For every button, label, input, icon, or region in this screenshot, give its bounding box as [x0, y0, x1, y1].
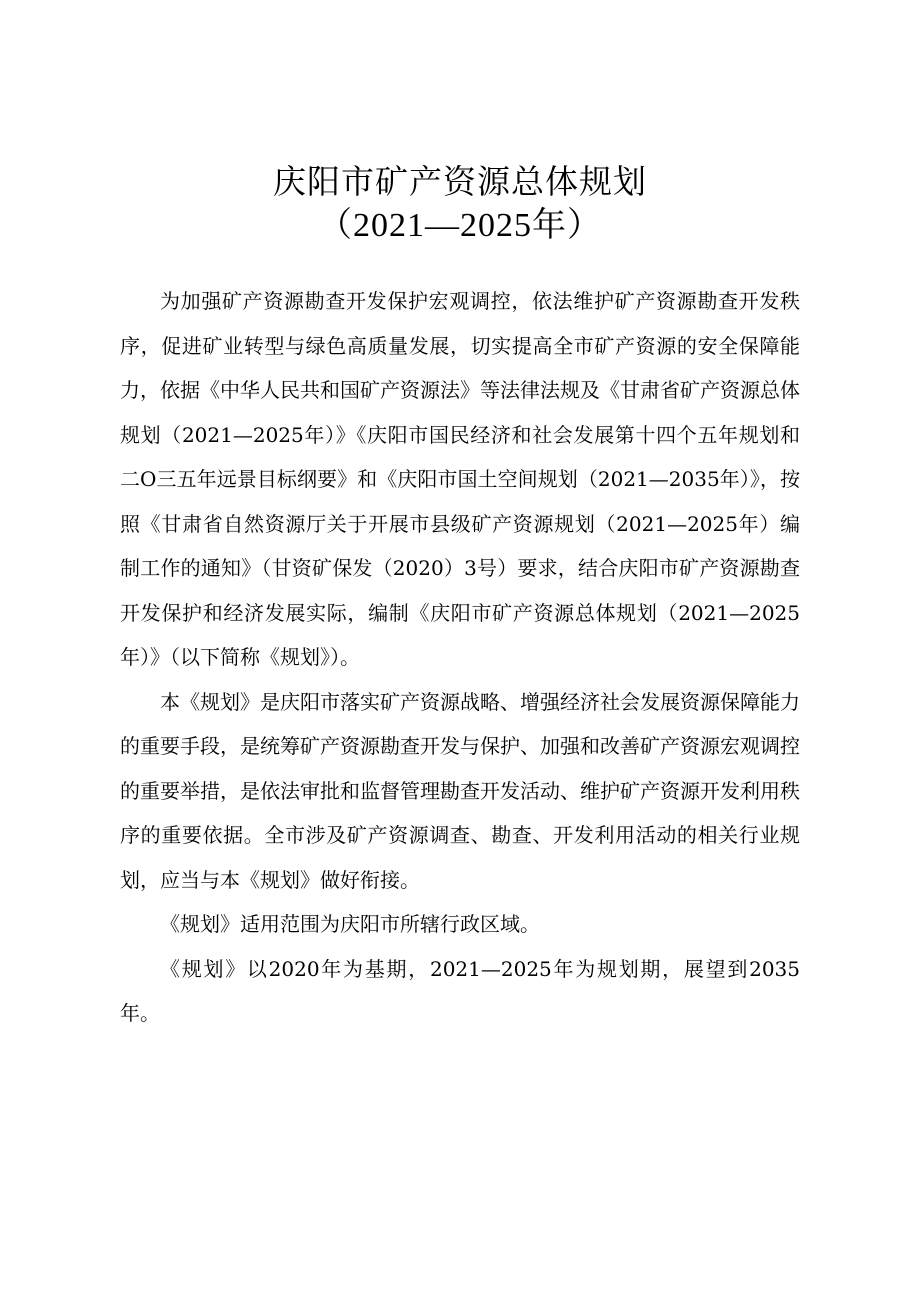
paragraph-purpose: 为加强矿产资源勘查开发保护宏观调控，依法维护矿产资源勘查开发秩序，促进矿业转型与绿色高质量发展，切实提高全市矿产资源的安全保障能力，依据《中华人民共和国矿产资源法》等法律法规及《甘肃省矿产资源总体规划（2021—2025年）》《庆阳市国民经济和社会发展第十四个五年规划和二O三五年远景目标纲要》和《庆阳市国土空间规划（2021—2035年）》，按照《甘肃省自然资源厅关于开展市县级矿产资源规划（2021—2025年）编制工作的通知》（甘资矿保发（2020）3号）要求，结合庆阳市矿产资源勘查开发保护和经济发展实际，编制《庆阳市矿产资源总体规划（2021—2025年）》（以下简称《规划》）。 — [120, 289, 800, 669]
paragraph-scope: 《规划》适用范围为庆阳市所辖行政区域。 — [160, 912, 540, 936]
document-subtitle: （2021—2025年） — [318, 207, 602, 244]
paragraph-period: 《规划》以2020年为基期，2021—2025年为规划期，展望到2035年。 — [120, 956, 800, 1025]
document-title: 庆阳市矿产资源总体规划 — [273, 162, 647, 201]
document-body — [120, 279, 800, 1036]
paragraph-role: 本《规划》是庆阳市落实矿产资源战略、增强经济社会发展资源保障能力的重要手段，是统筹矿产资源勘查开发与保护、加强和改善矿产资源宏观调控的重要举措，是依法审批和监督管理勘查开发活动、维护矿产资源开发利用秩序的重要依据。全市涉及矿产资源调查、勘查、开发利用活动的相关行业规划，应当与本《规划》做好衔接。 — [120, 689, 800, 892]
